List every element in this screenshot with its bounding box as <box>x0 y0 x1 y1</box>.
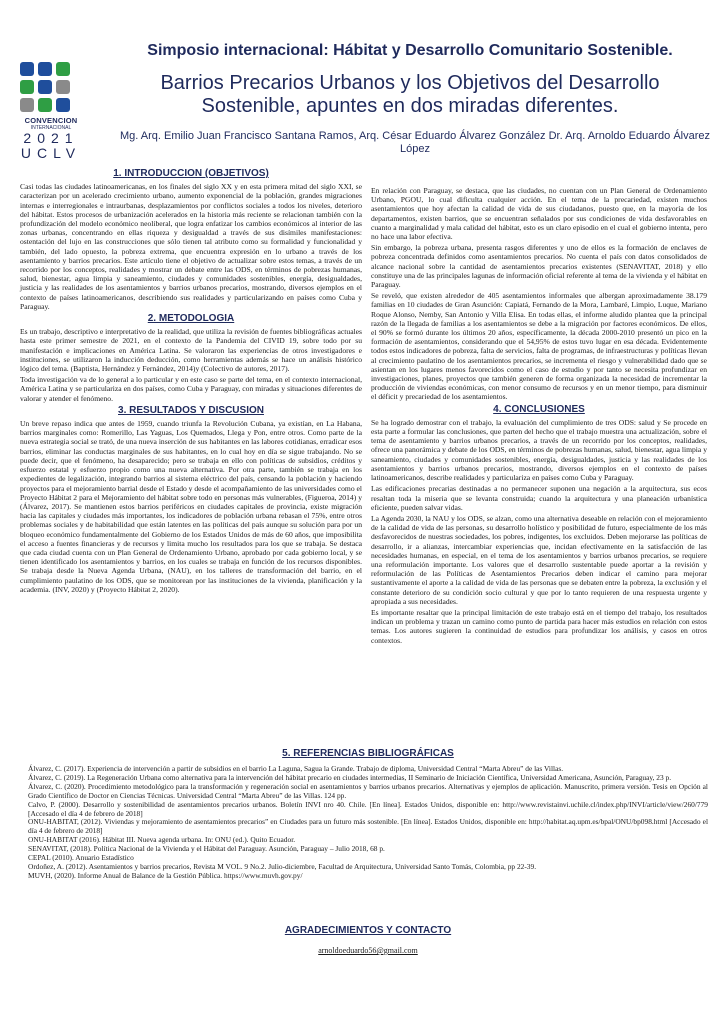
logo-square <box>56 62 70 76</box>
section-heading-conclusions: 4. CONCLUSIONES <box>493 403 585 415</box>
poster-title <box>110 72 710 118</box>
contact-email-link[interactable]: arnoldoeduardo56@gmail.com <box>318 946 418 955</box>
section-heading-references: 5. REFERENCIAS BIBLIOGRÁFICAS <box>282 748 454 759</box>
poster-title-line2: Sostenible, apuntes en dos miradas diferentes. <box>201 95 619 117</box>
logo-square <box>20 62 34 76</box>
reference-item: ONU-HABITAT, (2012). Viviendas y mejoramiento de asentamientos precarios” en Ciudades para un futuro más sostenible. [En línea]. Estados Unidos, disponible en: http://habitat.aq.upm.es/bpal/ONU/bp098.html [Accesado el día 4 de febrero de 2018] <box>28 817 708 836</box>
event-title: Simposio internacional: Hábitat y Desarrollo Comunitario Sostenible. <box>147 42 673 59</box>
reference-item: CEPAL (2010). Anuario Estadístico <box>28 853 134 863</box>
reference-item: Álvarez, C. (2017). Experiencia de intervención a partir de subsidios en el barrio La Laguna, Sagua la Grande. Trabajo de diploma, Universidad Central “Marta Abreu” de las Villas. <box>28 764 564 773</box>
logo-sub: INTERNACIONAL <box>30 125 72 131</box>
reference-item: Álvarez, C. (2020). Procedimiento metodológico para la transformación y regeneración social en asentamientos y barrios urbanos precarios. Alternativas y ejemplos de aplicación. Manuscrito, primera versión. Tesis en Opción al Grado Científico de Doctor en Ciencias Técnicas. Universidad Central “Marta Abreu” de las Villas. 124 pp. <box>28 781 708 800</box>
results-paragraph: Un breve repaso indica que antes de 1959, cuando triunfa la Revolución Cubana, ya existían, en La Habana, barrios marginales como: Romerillo, Las Yaguas, Los Quemados, Llega y Pon, entre otros. Como parte de la nueva estrategia social se trató, de una nueva inserción de sus habitantes en las labores cotidianas, erradicar esos barrios, eliminar las conductas marginales de sus habitantes, en lo cual hoy en día se sigue trabajando. No se puede decir, que el fenómeno, ha desaparecido; pero se trabaja en ello con políticas de subsidios, créditos y esfuerzo estatal y esfuerzo propio como una nueva alternativa. Por otra parte, también se trabaja en los expedientes de legalización, integrando barrios al sistema eléctrico del país, censando la población y haciendo proyectos para el mejoramiento barrial desde el Estado y desde el acompañamiento de las universidades como el Proyecto Hábitat 2 para el Mejoramiento del hábitat sobre todo en personas más vulnerables, (Figueroa, 2014) y (Álvarez, 2017). Se mantienen estos barrios periféricos en ciudades capitales de provincia, existe migración hacia las capitales y ciudades más importantes, los indicadores de población urbana rebasan el 75%, entre otros problemas sociales y de habitabilidad que están latentes en las políticas del país aunque su solución para por un bloqueo económico fundamentalmente del Gobierno de los Estados Unidos de más de 60 años, que imposibilita el acceso a fuentes financieras y de recursos y limita mucho los resultados para los que se trabaja. Se destaca que cada ciudad cuenta con un Plan General de Ordenamiento Urbano, aprobado por cada gobierno local, y se tienen identificado los asentamientos y barrios, en los cuales se trabaja en función de los recursos disponibles. Se trabaja desde la Nueva Agenda Urbana, (NAU), en los talleres de transformación del barrio, en el cumplimiento paulatino de los ODS, que se monitorean por las instituciones de la vivienda, planificación y la academia. (INV, 2020) y (Proyecto Hábitat 2, 2020). <box>20 419 363 594</box>
results-paragraph: Se reveló, que existen alrededor de 405 asentamientos informales que albergan aproximadamente 38.179 familias en 10 ciudades de Gran Asunción: Capiatá, Fernando de la Mora, Lambaré, Limpio, Luque, Mariano Roque Alonso, Nemby, San Antonio y Villa Elisa. En todas ellas, el informe aludido plantea que la principal razón de la llegada de familias a los asentamientos se debe a la migración por factores económicos. De ellos, el 90% se formó durante los últimos 20 años, específicamente, la década 2000-2010 presentó un pico en la formación de asentamientos, considerando que el 54,95% de estos tuvo lugar en esa década. Evidentemente todos estos indicadores de pobreza, falta de servicios, falta de programas, de infraestructuras y políticas llevan al crecimiento paulatino de los asentamientos precarios, se incrementa el riesgo y vulnerabilidad dado que se asientan en los lugares menos favorecidos como el caso de estudio y por tanto se necesita profundizar en investigaciones, planes, proyectos que también generen de forma organizada la necesidad de incrementar la producción de viviendas económicas, con menor consumo de recursos y en un menor tiempo, para disminuir el déficit y precariedad de los asentamientos. <box>371 291 707 402</box>
results-paragraph: En relación con Paraguay, se destaca, que las ciudades, no cuentan con un Plan General de Ordenamiento Urbano, PGOU, lo cual dificulta cualquier acción. En el tema de la precariedad, existen muchos asentamientos que hoy afectan la calidad de vida de sus ciudadanos, puesto que, en la mayoría de los departamentos, existen barrios, que se encuentran señalados por sus condiciones de vida desfavorables en cuanto a marginalidad y mala calidad del hábitat, esto es un claro episodio en el cual el gobierno intenta, pero no hace una labor efectiva. <box>371 186 707 242</box>
method-paragraph: Toda investigación va de lo general a lo particular y en este caso se parte del tema, en el contexto internacional, América Latina y se particulariza en dos países, como Cuba y Paraguay, con miradas y situaciones diferentes de valorar y atender el fenómeno. <box>20 375 362 403</box>
logo-org: UCLV <box>20 145 82 161</box>
logo-year: 2021 <box>23 130 79 146</box>
section-heading-intro: 1. INTRODUCCION (OBJETIVOS) <box>113 168 269 179</box>
logo-square <box>20 98 34 112</box>
authors: Mg. Arq. Emilio Juan Francisco Santana Ramos, Arq. César Eduardo Álvarez González Dr. Arq. Arnoldo Eduardo Álvarez López <box>120 130 711 155</box>
right-column <box>371 186 707 647</box>
method-paragraph: Es un trabajo, descriptivo e interpretativo de la realidad, que utiliza la revisión de fuentes bibliográficas actuales hasta este primer semestre de 2021, en el contexto de la Pandemia del CIVID 19, sobre todo por su manifestación e implicaciones en América Latina. Se valoraron las experiencias de otros investigadores e instituciones, se utilizaron la inducción deducción, como herramientas además se hace un análisis histórico lógico del tema. (Baptista, Hernández y Fernández, 2014)y (Colectivo de autores, 2017). <box>20 327 362 374</box>
conclusions-paragraph: La Agenda 2030, la NAU y los ODS, se alzan, como una alternativa deseable en relación con el mejoramiento de la calidad de vida de las personas, su desarrollo holístico y posibilidad de futuro, especialmente de los más desfavorecidos de nuestras sociedades, los pobres, indigentes, los excluidos. Deben mejorarse las políticas de desarrollo, ir a alianzas, intercambiar experiencias que, incidan efectivamente en la satisfacción de las necesidades humanas, en especial, en el tema de los asentamientos y barrios urbanos precarios, se requiere una reformulación importante. Los valores que el desarrollo sustentable puede aportar a la revisión y reformulación de las Políticas de Asentamientos Precarios deben indicar el camino para mejorar sustantivamente el aporte a la calidad de vida de las personas que se debaten entre la pobreza, la exclusión y el constante deterioro de su condición socio cultural y que por lo tanto requieren de una respuesta urgente y apropiada a sus necesidades. <box>371 513 707 606</box>
conclusions-paragraph: Se ha logrado demostrar con el trabajo, la evaluación del cumplimiento de tres ODS: salud y Se procede en esta parte a formular las conclusiones, que parten del hecho que el trabajo muestra una actualización, sobre el tema de asentamiento y barrios urbanos precarios, a través de un recorrido por los conceptos, realidades, ofrece una panorámica y debate de los ODS, en términos de pobrezas humanas, salud, bienestar, agua limpia y saneamiento, ciudades y comunidades sostenibles, energía, desigualdades, justicia y las realidades de los asentamientos y barrios urbanos precarios, mostrando, diversos ejemplos en el contexto de países latinoamericanos, describe realidades y particulariza en países como Cuba y Paraguay. <box>371 417 707 483</box>
logo-square <box>38 62 52 76</box>
results-paragraph: Sin embargo, la pobreza urbana, presenta rasgos diferentes y uno de ellos es la formación de enclaves de pobreza concentrada definidos como asentamientos precarios. No cuenta el país con datos consolidados de alcance nacional sobre la cantidad de asentamientos precarios existentes (SENAVITAT, 2018) y ello constituye una de las principales lagunas de información oficial referente al tema de la vivienda y el hábitat en Paraguay. <box>371 243 707 290</box>
reference-item: Álvarez, C. (2019). La Regeneración Urbana como alternativa para la intervención del hábitat precario en ciudades intermedias, II Seminario de Iniciación Científica, Universidad Americana, Asunción, Paraguay, 23 p. <box>28 772 672 782</box>
logo-name: CONVENCION <box>24 116 78 125</box>
section-heading-ack: AGRADECIMIENTOS Y CONTACTO <box>284 925 452 936</box>
uclv-logo <box>14 62 88 162</box>
reference-item: Calvo, P. (2000). Desarrollo y sostenibilidad de asentamientos precarios urbanos. Boletín INVI nro 40. Chile. [En línea]. Estados Unidos, disponible en: http://www.revistainvi.uchile.cl/index.php/INVI/article/view/260/779 [Accesado el día 4 de febrero de 2018] <box>28 799 708 818</box>
logo-square <box>56 80 70 94</box>
left-column <box>20 166 362 596</box>
poster-title-line1: Barrios Precarios Urbanos y los Objetivos del Desarrollo <box>160 72 660 94</box>
reference-item: ONU-HABITAT (2016). Hábitat III. Nueva agenda urbana. In: ONU (ed.). Quito Ecuador. <box>28 835 296 845</box>
logo-square <box>20 80 34 94</box>
references-section <box>28 745 708 881</box>
section-heading-results: 3. RESULTADOS Y DISCUSION <box>118 404 264 416</box>
reference-item: Ordoñez, A. (2012). Asentamientos y barrios precarios, Revista M VOL. 9 No.2. Julio-diciembre, Facultad de Arquitectura, Universidad Santo Tomás, Colombia, pp 22-39. <box>28 861 537 871</box>
reference-item: SENAVITAT, (2018). Política Nacional de la Vivienda y el Hábitat del Paraguay. Asunción, Paraguay – Julio 2018, 68 p. <box>28 844 385 854</box>
conclusions-paragraph: Es importante resaltar que la principal limitación de este trabajo está en el tiempo del trabajo, los resultados indican un problema y trazan un camino como punto de partida para hacer más estudios en relación con estos temas. Los autores sugieren la continuidad de estudios para profundizar los análisis, y casos en otros contextos. <box>371 607 707 645</box>
logo-square <box>38 80 52 94</box>
logo-squares <box>20 62 72 114</box>
intro-paragraph: Casi todas las ciudades latinoamericanas, en los finales del siglo XX y en esta primera mitad del siglo XXI, se caracterizan por un acelerado crecimiento urbano, aumento exponencial de la población, grandes migraciones internas e interregionales e intraurbanas, desplazamientos por conflictos sociales a todos los niveles, deterioro del hábitat. Estos procesos de urbanización acelerados en la historia más reciente se relacionan también con la profundización del modelo económico neoliberal, que logra enfatizar los cambios económicos al interior de las zonas urbanas, concentrando en ellas riqueza y desigualdad a través de sus disímiles manifestaciones: ostentación del lujo en las construcciones que sólo tienen tal atributo como su formalidad y funcionalidad y también, del lado opuesto, la pobreza extrema, que encuentra expresión en lo urbano a través de los asentamiento y barrios precarios. Este artículo tiene el objetivo de actualizar sobre estos temas, a través de un recorrido por los conceptos, realidades y mostrar un debate entre las ODS, en términos de pobrezas humanas, salud, bienestar, agua limpia y saneamiento, ciudades y comunidades sostenibles, energía, desigualdades, justicia y las realidades de los asentamientos y barrios urbanos precarios, mostrando, diversos ejemplos en el contexto de países latinoamericanos, describiendo sus realidades y particularizando en países como Cuba y Paraguay. <box>20 182 362 311</box>
reference-item: MUVH, (2020). Informe Anual de Balance de la Gestión Pública. https://www.muvh.gov.py/ <box>28 870 303 880</box>
conclusions-paragraph: Las edificaciones precarias destinadas a no permanecer suponen una negación a la arquitectura, sus ecos resaltan toda la miseria que se levanta construida; cuando la arquitectura y una planeación urbanística eficiente, pueden salvar vidas. <box>371 484 707 512</box>
logo-square <box>56 98 70 112</box>
logo-square <box>38 98 52 112</box>
section-heading-method: 2. METODOLOGIA <box>147 313 235 325</box>
ack-section <box>28 922 708 958</box>
